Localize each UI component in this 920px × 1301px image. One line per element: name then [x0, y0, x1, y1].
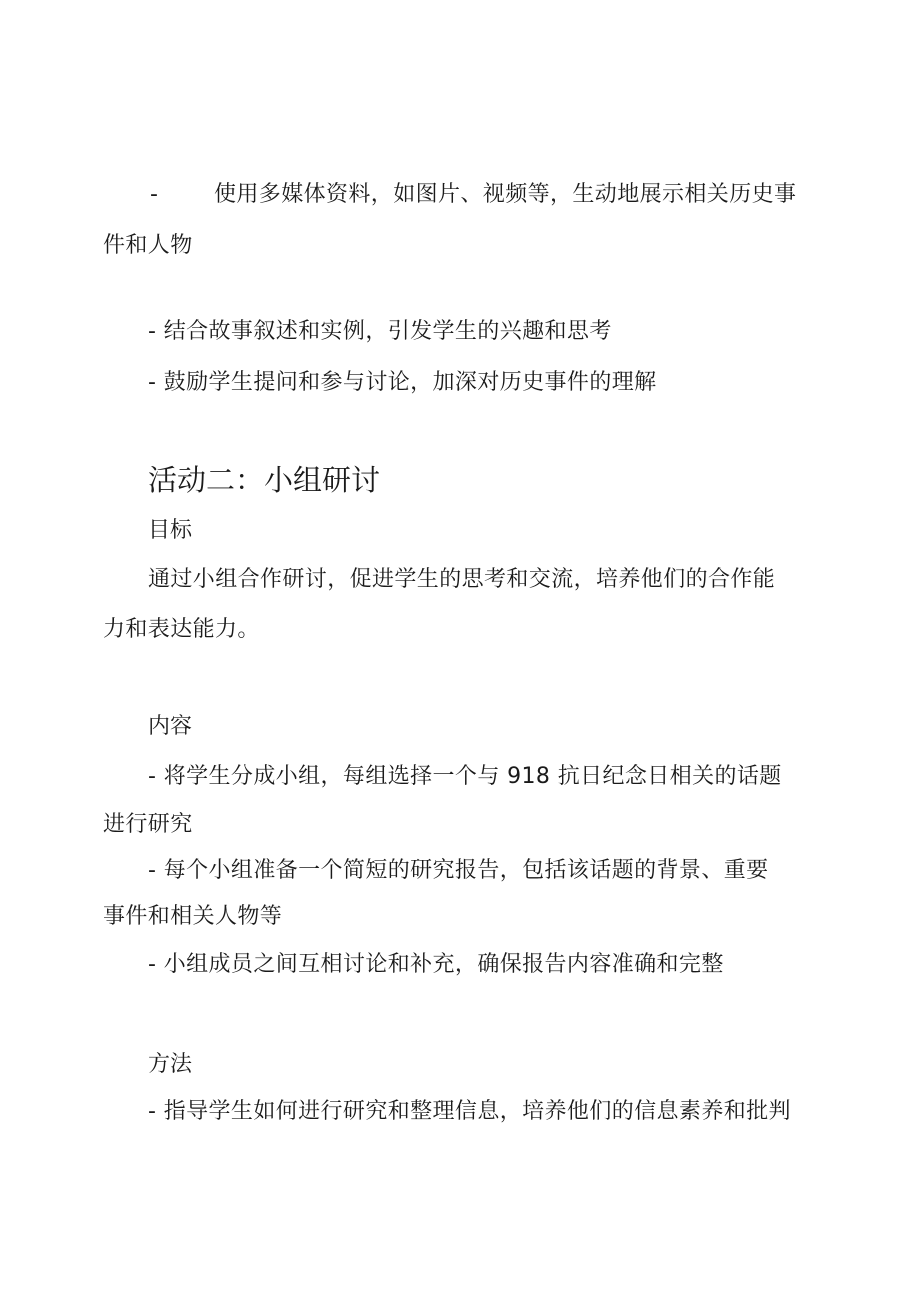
method-heading: 方法	[148, 1052, 193, 1077]
list-item: - 指导学生如何进行研究和整理信息，培养他们的信息素养和批判	[148, 1099, 791, 1124]
list-item-text: 使用多媒体资料，如图片、视频等，生动地展示相关历史事	[214, 182, 797, 207]
list-item: - 小组成员之间互相讨论和补充，确保报告内容准确和完整	[148, 952, 724, 977]
list-item-continued: 进行研究	[103, 812, 193, 837]
list-item: - 结合故事叙述和实例，引发学生的兴趣和思考	[148, 319, 612, 344]
list-item-text-continued: 件和人物	[103, 233, 193, 258]
content-heading: 内容	[148, 714, 193, 739]
list-item: - 将学生分成小组，每组选择一个与 918 抗日纪念日相关的话题	[148, 764, 782, 789]
goal-heading: 目标	[148, 518, 193, 543]
list-item-continued: 事件和相关人物等	[103, 904, 283, 929]
list-item: - 鼓励学生提问和参与讨论，加深对历史事件的理解	[148, 370, 657, 395]
list-item: - 每个小组准备一个简短的研究报告，包括该话题的背景、重要	[148, 858, 769, 883]
paragraph-text-continued: 力和表达能力。	[103, 617, 260, 642]
paragraph-text: 通过小组合作研讨，促进学生的思考和交流，培养他们的合作能	[148, 567, 776, 592]
list-item-dash: -	[150, 182, 159, 207]
section-heading: 活动二：小组研讨	[148, 463, 381, 497]
